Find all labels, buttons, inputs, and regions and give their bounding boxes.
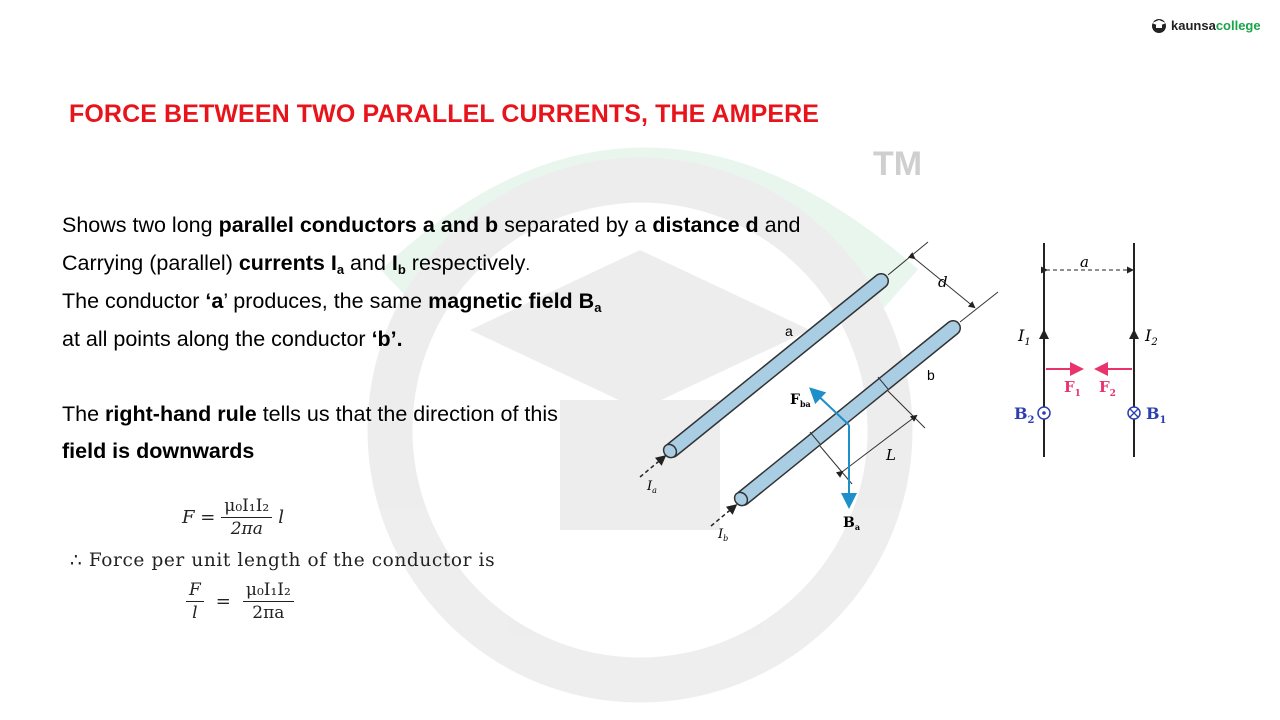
subscript: a xyxy=(336,261,345,277)
current-arrow-Ib xyxy=(711,506,735,526)
label-Ia: $I_a$ xyxy=(647,479,657,495)
text-run: separated by a xyxy=(498,213,653,237)
label-F2: $F_2$ xyxy=(1099,378,1116,399)
formula-block xyxy=(70,494,590,644)
bold-run: ‘a xyxy=(205,289,224,313)
force-formula xyxy=(182,496,284,539)
formula-lhs: F = xyxy=(182,507,216,528)
label-Ba: $B_a$ xyxy=(843,515,861,532)
subscript: b xyxy=(397,261,406,277)
equals-sign: = xyxy=(215,591,231,612)
numerator: F xyxy=(186,580,204,602)
current-arrow-I1 xyxy=(1039,329,1049,339)
text-run: and xyxy=(758,213,801,237)
subscript: a xyxy=(594,300,602,315)
brand-name-part2: college xyxy=(1215,17,1261,33)
force-direction-diagram xyxy=(1000,235,1180,465)
text-run: The conductor xyxy=(62,289,206,313)
formula-tail: l xyxy=(278,507,284,528)
label-F1: $F_1$ xyxy=(1064,378,1081,399)
formula-text: ∴ Force per unit length of the conductor is xyxy=(70,550,496,571)
denominator: 2πa xyxy=(252,603,285,623)
conductor-a xyxy=(661,281,881,460)
text-run: Carrying (parallel) xyxy=(62,250,239,275)
label-a: a xyxy=(785,323,793,339)
text-run: . xyxy=(525,254,531,274)
bold-run: ‘b’. xyxy=(371,326,403,351)
label-a: a xyxy=(1080,253,1089,271)
text-run: and xyxy=(344,250,392,275)
numerator: μ₀I₁I₂ xyxy=(221,496,272,518)
label-b: b xyxy=(927,367,935,383)
label-Ib: $I_b$ xyxy=(718,527,729,543)
fraction xyxy=(186,580,204,623)
label-I2: $I_2$ xyxy=(1145,326,1158,348)
current-arrow-I2 xyxy=(1129,329,1139,339)
label-d: d xyxy=(938,273,948,291)
bold-run: currents I xyxy=(238,250,337,275)
label-L: L xyxy=(886,446,896,464)
bold-run: right-hand rule xyxy=(105,401,257,426)
current-arrow-Ia xyxy=(640,457,664,477)
bold-run: distance d xyxy=(652,213,759,237)
fraction xyxy=(243,580,294,623)
text-run: ’ produces, the same xyxy=(223,289,429,313)
bold-run: field is downwards xyxy=(62,439,255,463)
denominator: l xyxy=(192,603,198,623)
text-run: at all points along the conductor xyxy=(62,326,372,351)
numerator: μ₀I₁I₂ xyxy=(243,580,294,602)
text-run: The xyxy=(62,401,106,426)
text-run: respectively xyxy=(405,250,526,275)
bold-run: magnetic field B xyxy=(428,289,595,313)
trademark-mark: TM xyxy=(873,145,923,183)
brand-name-part1: kaunsa xyxy=(1171,17,1216,33)
label-B2: $B_2$ xyxy=(1014,404,1035,426)
label-Fba: $F_{ba}$ xyxy=(790,392,811,409)
force-per-length-formula xyxy=(180,580,300,623)
fraction xyxy=(221,496,272,539)
text-run: Shows two long xyxy=(62,213,219,237)
denominator: 2πa xyxy=(230,519,263,539)
brand-logo xyxy=(1150,17,1261,33)
label-I1: $I_1$ xyxy=(1018,326,1031,348)
slide-title: FORCE BETWEEN TWO PARALLEL CURRENTS, THE AMPERE xyxy=(69,100,820,128)
bold-run: I xyxy=(391,250,398,275)
text-run: tells us that the direction of this xyxy=(256,401,558,426)
graduation-cap-icon xyxy=(1150,17,1168,33)
label-B1: $B_1$ xyxy=(1146,404,1167,426)
bold-run: parallel conductors a and b xyxy=(218,213,499,237)
parallel-conductors-diagram xyxy=(600,230,1010,560)
